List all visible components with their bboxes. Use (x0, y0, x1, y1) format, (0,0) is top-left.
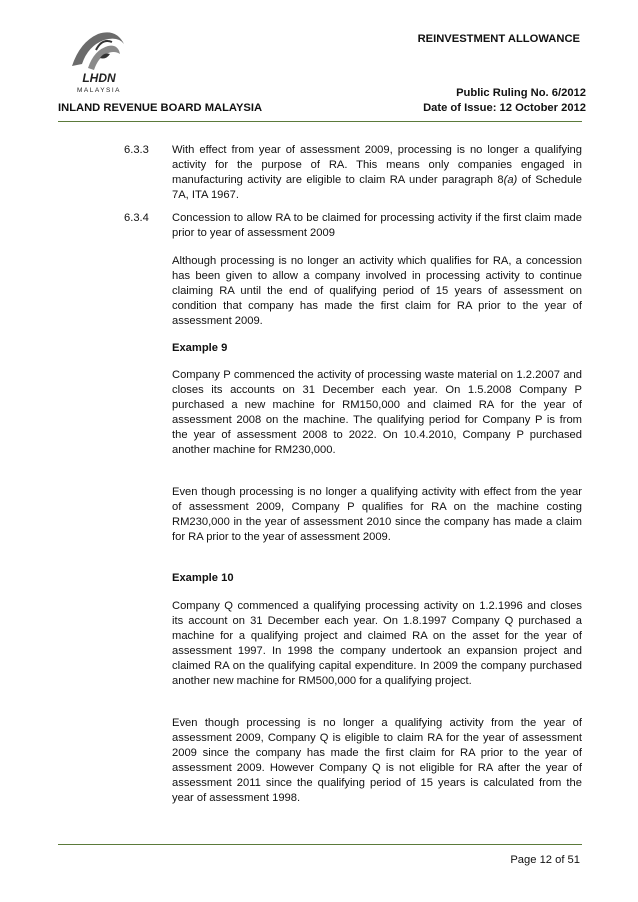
example-10-paragraph-1: Company Q commenced a qualifying processing activity on 1.2.1996 and closes its account on 31 December each year. On 1.8.1997 Company Q purchased a machine for a qualifying project and claimed RA on the asset for the year of assessment 1997. In 1998 the company undertook an expansion project and claimed RA on the qualifying capital expenditure. In 2009 the company purchased another new machine for RM500,000 for a qualifying project. (172, 600, 582, 687)
footer-divider (58, 844, 582, 845)
text-after: of Schedule 7A, ITA 1967. (172, 174, 582, 201)
header-divider (58, 121, 582, 122)
section-6-3-4-paragraph: Although processing is no longer an activity which qualifies for RA, a concession has been given to allow a company involved in processing activity to continue claiming RA until the end of qualifying period of 15 years of assessment on condition that company has made the first claim for RA prior to the year of assessment 2009. (172, 255, 582, 327)
section-number: 6.3.3 (124, 144, 149, 156)
example-9-heading: Example 9 (172, 342, 228, 354)
logo-emblem-icon (72, 32, 124, 70)
organization-name: INLAND REVENUE BOARD MALAYSIA (58, 102, 263, 114)
example-10-paragraph-2: Even though processing is no longer a qualifying activity from the year of assessment 2009, Company Q is eligible to claim RA for the year of assessment 2009 since the company has made the first claim for RA prior to the year of assessment 2009. However Company Q is not eligible for RA after the year of assessment 2011 since the qualifying period of 15 years is calculated from the year of assessment 1998. (172, 717, 582, 804)
text-italic: (a) (503, 174, 518, 186)
example-9-paragraph-1: Company P commenced the activity of processing waste material on 1.2.2007 and closes its accounts on 31 December each year. On 1.5.2008 Company P purchased a new machine for RM150,000 and claimed RA for the year of assessment 2008 on the machine. The qualifying period for Company P is from the year of assessment 2008 to 2022. On 10.4.2010, Company P purchased another machine for RM230,000. (172, 369, 582, 456)
ruling-info (423, 86, 586, 116)
svg-text:LHDN: LHDN (82, 71, 116, 85)
svg-text:MALAYSIA: MALAYSIA (76, 87, 122, 94)
section-number: 6.3.4 (124, 212, 149, 224)
issue-date: Date of Issue: 12 October 2012 (423, 102, 586, 114)
section-6-3-3-text (172, 143, 582, 203)
example-10-heading: Example 10 (172, 572, 234, 584)
lhdn-logo (58, 24, 140, 94)
page-number: Page 12 of 51 (510, 854, 580, 866)
text-before: With effect from year of assessment 2009, processing is no longer a qualifying activity for the purpose of RA. This means only companies engaged in manufacturing activity are eligible to claim RA under paragraph 8 (172, 144, 582, 186)
section-6-3-4-title: Concession to allow RA to be claimed for processing activity if the first claim made prior to year of assessment 2009 (172, 212, 582, 239)
ruling-number: Public Ruling No. 6/2012 (456, 87, 586, 99)
document-title: REINVESTMENT ALLOWANCE (417, 33, 580, 45)
example-9-paragraph-2: Even though processing is no longer a qualifying activity with effect from the year of assessment 2009, Company P qualifies for RA on the machine costing RM230,000 in the year of assessment 2010 since the company has made a claim for RA prior to the year of assessment 2009. (172, 486, 582, 543)
